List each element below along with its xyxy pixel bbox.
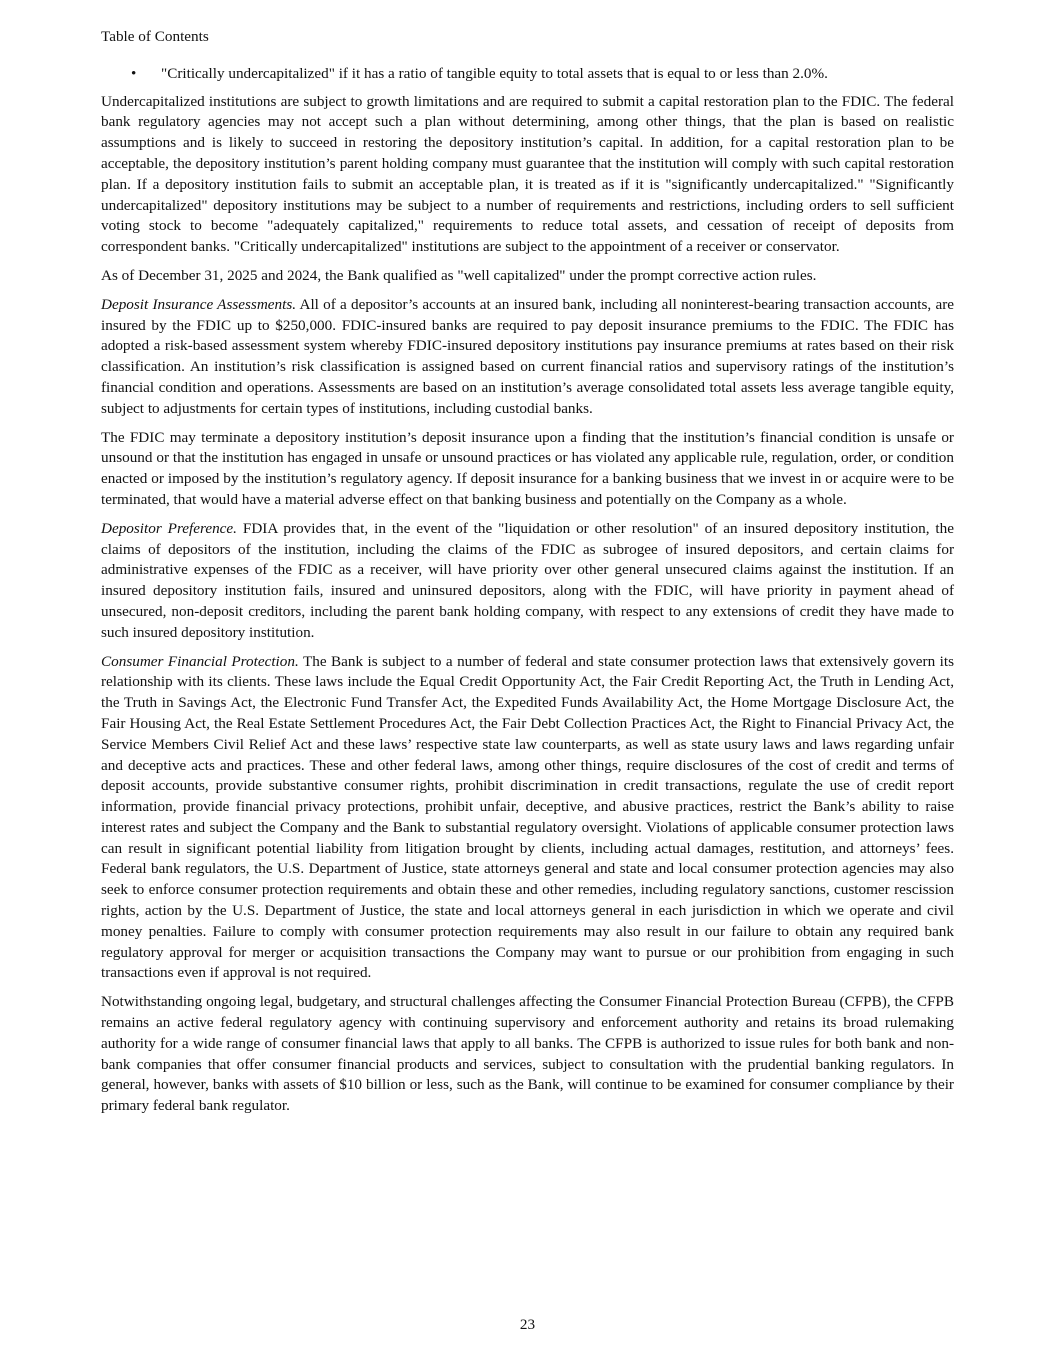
paragraph-well-capitalized: As of December 31, 2025 and 2024, the Bank qualified as "well capitalized" under the prompt corrective action rules. bbox=[101, 266, 817, 284]
paragraph-undercapitalized: Undercapitalized institutions are subject to growth limitations and are required to submit a capital restoration plan to the FDIC. The federal bank regulatory agencies may not accept such a plan without determining, among other things, that the plan is based on realistic assumptions and is likely to succeed in restoring the depository institution’s capital. In addition, for a capital restoration plan to be acceptable, the depository institution’s parent holding company must guarantee that the institution will comply with such capital restoration plan. If a depository institution fails to submit an acceptable plan, it is treated as if it is "significantly undercapitalized." "Significantly undercapitalized" depository institutions may be subject to a number of requirements and restrictions, including orders to sell sufficient voting stock to become "adequately capitalized," requirements to reduce total assets, and cessation of receipt of deposits from correspondent banks. "Critically undercapitalized" institutions are subject to the appointment of a receiver or conservator. bbox=[101, 92, 954, 256]
paragraph-deposit-insurance bbox=[101, 295, 954, 420]
section-heading-depositor-preference: Depositor Preference. bbox=[101, 519, 237, 537]
table-of-contents-link[interactable]: Table of Contents bbox=[101, 28, 209, 45]
section-heading-consumer-protection: Consumer Financial Protection. bbox=[101, 652, 299, 670]
bullet-icon: • bbox=[131, 64, 137, 82]
paragraph-depositor-preference bbox=[101, 519, 954, 644]
paragraph-body: The Bank is subject to a number of federal and state consumer protection laws that extensively govern its relationship with its clients. These laws include the Equal Credit Opportunity Act, the Fair Credit Reporting Act, the Truth in Lending Act, the Truth in Savings Act, the Electronic Fund Transfer Act, the Expedited Funds Availability Act, the Home Mortgage Disclosure Act, the Fair Housing Act, the Real Estate Settlement Procedures Act, the Fair Debt Collection Practices Act, the Right to Financial Privacy Act, the Service Members Civil Relief Act and these laws’ respective state law counterparts, as well as state usury laws and laws regarding unfair and deceptive acts and practices. These and other federal laws, among other things, require disclosures of the cost of credit and terms of deposit accounts, provide substantive consumer rights, prohibit discrimination in credit transactions, regulate the use of credit report information, provide financial privacy protections, prohibit unfair, deceptive, and abusive practices, restrict the Bank’s ability to raise interest rates and subject the Company and the Bank to substantial regulatory oversight. Violations of applicable consumer protection laws can result in significant potential liability from litigation brought by clients, including actual damages, restitution, and attorneys’ fees. Federal bank regulators, the U.S. Department of Justice, state attorneys general and state and local consumer protection agencies may also seek to enforce consumer protection requirements and obtain these and other remedies, including regulatory sanctions, customer rescission rights, action by the U.S. Department of Justice, the state and local attorneys general in each jurisdiction in which we operate and civil money penalties. Failure to comply with consumer protection requirements may also result in our failure to obtain any required bank regulatory approval for merger or acquisition transactions the Company may want to pursue or our prohibition from engaging in such transactions even if approval is not required. bbox=[101, 652, 954, 982]
paragraph-fdic-terminate: The FDIC may terminate a depository institution’s deposit insurance upon a finding that the institution’s financial condition is unsafe or unsound or that the institution has engaged in unsafe or unsound practices or has violated any applicable rule, regulation, order, or condition enacted or imposed by the institution’s regulatory agency. If deposit insurance for a banking business that we invest in or acquire were to be terminated, that would have a material adverse effect on that banking business and potentially on the Company as a whole. bbox=[101, 428, 954, 508]
paragraph-body: All of a depositor’s accounts at an insured bank, including all noninterest-bearing transaction accounts, are insured by the FDIC up to $250,000. FDIC-insured banks are required to pay deposit insurance premiums to the FDIC. The FDIC has adopted a risk-based assessment system whereby FDIC-insured depository institutions pay insurance premiums at rates based on their risk classification. An institution’s risk classification is assigned based on current financial ratios and supervisory ratings of the institution’s financial condition and operations. Assessments are based on an institution’s average consolidated total assets less average tangible equity, subject to adjustments for certain types of institutions, including custodial banks. bbox=[101, 295, 954, 417]
paragraph-body: FDIA provides that, in the event of the "liquidation or other resolution" of an insured depository institution, the claims of depositors of the institution, including the claims of the FDIC as subrogee of insured depositors, and certain claims for administrative expenses of the FDIC as a receiver, will have priority over other general unsecured claims against the institution. If an insured depository institution fails, insured and uninsured depositors, along with the FDIC, will have priority in payment ahead of unsecured, non-deposit creditors, including the parent bank holding company, with respect to any extensions of credit they have made to such insured depository institution. bbox=[101, 519, 954, 641]
paragraph-cfpb: Notwithstanding ongoing legal, budgetary, and structural challenges affecting the Consumer Financial Protection Bureau (CFPB), the CFPB remains an active federal regulatory agency with continuing supervisory and enforcement authority and retains its broad rulemaking authority for a wide range of consumer financial laws that apply to all banks. The CFPB is authorized to issue rules for both bank and non-bank companies that offer consumer financial products and services, subject to consultation with the prudential banking regulators. In general, however, banks with assets of $10 billion or less, such as the Bank, will continue to be examined for consumer compliance by their primary federal bank regulator. bbox=[101, 993, 954, 1115]
page-number: 23 bbox=[519, 1316, 536, 1333]
bullet-critically-undercapitalized bbox=[101, 64, 954, 85]
section-heading-deposit-insurance: Deposit Insurance Assessments. bbox=[101, 295, 297, 313]
document-page bbox=[101, 27, 954, 1125]
bullet-text: "Critically undercapitalized" if it has a ratio of tangible equity to total assets that is equal to or less than 2.0%. bbox=[161, 64, 828, 82]
paragraph-consumer-protection bbox=[101, 652, 954, 985]
